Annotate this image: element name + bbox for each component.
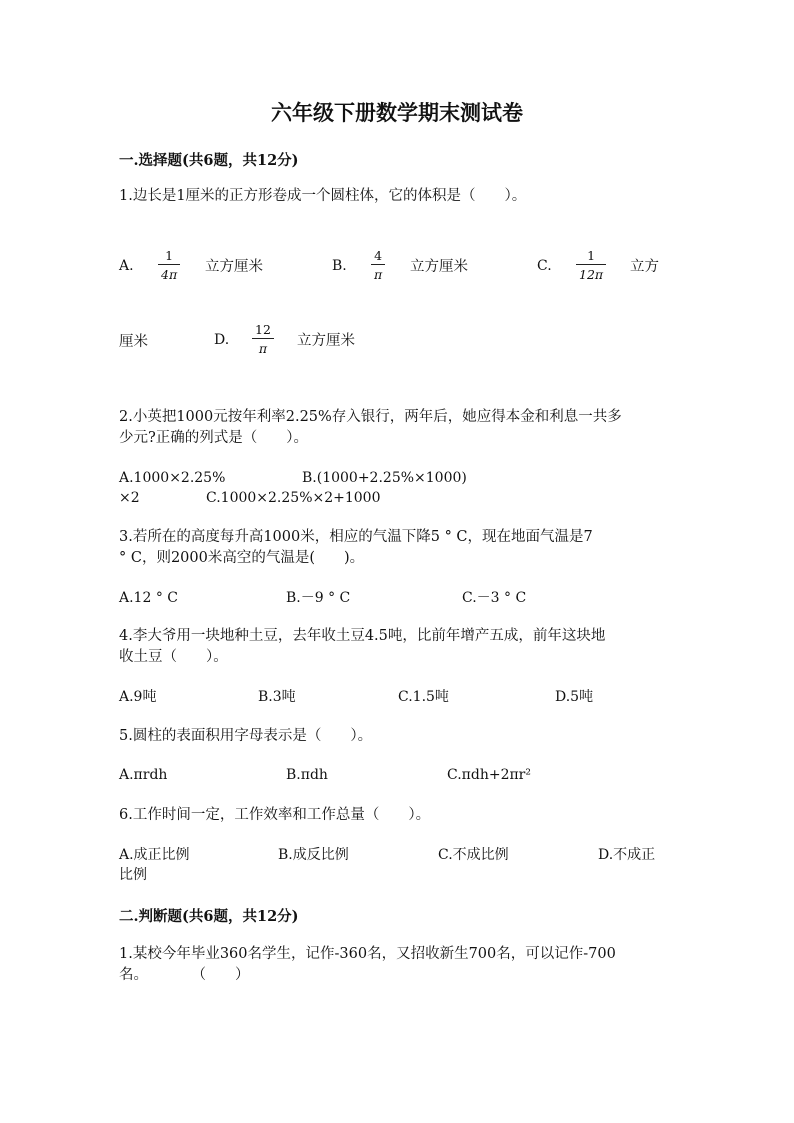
question-6-option-b: B.成反比例 [278,847,349,863]
option-unit-wrap: 厘米 [119,334,148,350]
question-6-option-d: D.不成正 [598,847,656,863]
fraction [158,248,180,282]
fraction [252,322,274,356]
fraction-denominator: π [371,264,385,282]
question-6-option-d-wrap: 比例 [119,867,147,883]
question-2-option-b-cont: ×2 [119,490,140,506]
question-3-option-c: C.－3 ° C [462,590,527,606]
question-4-option-d: D.5吨 [555,689,594,705]
page-title: 六年级下册数学期末测试卷 [271,100,523,125]
question-4-option-b: B.3吨 [258,689,296,705]
fraction-numerator: 12 [255,322,271,337]
question-6-option-a: A.成正比例 [119,847,190,863]
question-5-option-a: A.πrdh [119,767,168,783]
question-3-line2: ° C，则2000米高空的气温是( )。 [119,550,365,566]
fraction-numerator: 1 [587,248,596,263]
option-unit: 立方 [630,259,659,275]
question-6-stem: 6.工作时间一定，工作效率和工作总量（ ）。 [119,807,431,823]
fraction [371,248,385,282]
question-3-option-b: B.－9 ° C [286,590,351,606]
fraction-denominator: 12π [576,264,606,282]
question-2-line2: 少元?正确的列式是（ ）。 [119,430,309,446]
question-2-option-c: C.1000×2.25%×2+1000 [206,490,381,506]
question-5-option-b: B.πdh [286,767,328,783]
question-3-line1: 3.若所在的高度每升高1000米，相应的气温下降5 ° C，现在地面气温是7 [119,529,593,545]
fraction-denominator: 4π [158,264,180,282]
option-unit: 立方厘米 [410,259,468,275]
option-label: C. [537,258,552,274]
question-6-option-c: C.不成比例 [438,847,509,863]
section-heading-judgement: 二.判断题(共6题，共12分) [119,908,299,925]
question-3-option-a: A.12 ° C [119,590,178,606]
question-2-option-b: B.(1000+2.25%×1000) [302,470,467,486]
section-heading-choice: 一.选择题(共6题，共12分) [119,152,299,169]
question-4-option-a: A.9吨 [119,689,157,705]
question-4-option-c: C.1.5吨 [398,689,449,705]
fraction-numerator: 1 [165,248,174,263]
judgement-1-line1: 1.某校今年毕业360名学生，记作-360名，又招收新生700名，可以记作-700 [119,946,616,962]
question-2-line1: 2.小英把1000元按年利率2.25%存入银行，两年后，她应得本金和利息一共多 [119,409,622,425]
option-unit: 立方厘米 [205,259,263,275]
option-label: B. [332,258,347,274]
option-label: A. [119,258,134,274]
fraction [576,248,606,282]
judgement-1-line2: 名。 （ ） [119,967,250,983]
question-2-option-a: A.1000×2.25% [119,470,226,486]
question-4-line2: 收土豆（ ）。 [119,649,228,665]
option-unit: 立方厘米 [297,333,355,349]
option-label: D. [214,332,230,348]
question-5-stem: 5.圆柱的表面积用字母表示是（ ）。 [119,728,373,744]
fraction-denominator: π [252,338,274,356]
question-1-stem: 1.边长是1厘米的正方形卷成一个圆柱体，它的体积是（ ）。 [119,188,527,204]
question-4-line1: 4.李大爷用一块地种土豆，去年收土豆4.5吨，比前年增产五成，前年这块地 [119,628,606,644]
question-5-option-c: C.πdh+2πr² [447,767,531,783]
fraction-numerator: 4 [374,248,383,263]
